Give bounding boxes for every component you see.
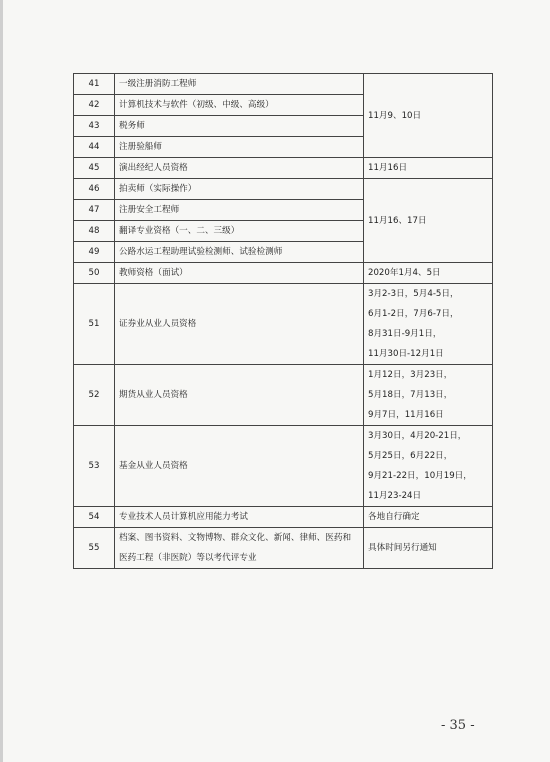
exam-date: 2020年1月4、5日 <box>364 263 493 284</box>
row-number: 44 <box>74 137 115 158</box>
row-number: 53 <box>74 426 115 507</box>
date-line: 11月23-24日 <box>368 491 422 501</box>
date-line: 1月12日，3月23日， <box>368 370 453 380</box>
page-edge <box>0 0 3 762</box>
exam-name-line: 医药工程（非医院）等以考代评专业 <box>119 553 257 563</box>
exam-name-line: 档案、图书资料、文物博物、群众文化、新闻、律师、医药和 <box>119 533 352 543</box>
exam-name: 期货从业人员资格 <box>115 365 364 426</box>
exam-date: 具体时间另行通知 <box>364 528 493 569</box>
row-number: 50 <box>74 263 115 284</box>
row-number: 52 <box>74 365 115 426</box>
row-number: 48 <box>74 221 115 242</box>
row-number: 43 <box>74 116 115 137</box>
exam-name: 基金从业人员资格 <box>115 426 364 507</box>
exam-name: 注册验船师 <box>115 137 364 158</box>
date-line: 8月31日-9月1日， <box>368 329 442 339</box>
table-row <box>74 263 493 284</box>
row-number: 45 <box>74 158 115 179</box>
exam-date <box>364 426 493 507</box>
exam-name: 证券业从业人员资格 <box>115 284 364 365</box>
exam-name: 专业技术人员计算机应用能力考试 <box>115 507 364 528</box>
date-line: 9月21-22日，10月19日， <box>368 471 472 481</box>
exam-date <box>364 365 493 426</box>
table-row <box>74 284 493 365</box>
row-number: 54 <box>74 507 115 528</box>
exam-name: 翻译专业资格（一、二、三级） <box>115 221 364 242</box>
exam-name: 演出经纪人员资格 <box>115 158 364 179</box>
exam-name: 公路水运工程助理试验检测师、试验检测师 <box>115 242 364 263</box>
table-row <box>74 365 493 426</box>
date-line: 9月7日，11月16日 <box>368 410 444 420</box>
exam-name: 教师资格（面试） <box>115 263 364 284</box>
row-number: 51 <box>74 284 115 365</box>
date-line: 11月30日-12月1日 <box>368 349 444 359</box>
table-row <box>74 158 493 179</box>
table-row <box>74 426 493 507</box>
exam-name: 税务师 <box>115 116 364 137</box>
exam-schedule-table <box>73 73 493 569</box>
table-row <box>74 507 493 528</box>
table-row <box>74 528 493 569</box>
row-number: 49 <box>74 242 115 263</box>
exam-name: 拍卖师（实际操作） <box>115 179 364 200</box>
row-number: 46 <box>74 179 115 200</box>
row-number: 41 <box>74 74 115 95</box>
date-line: 5月25日，6月22日， <box>368 451 453 461</box>
exam-date: 各地自行确定 <box>364 507 493 528</box>
date-line: 3月30日，4月20-21日， <box>368 431 467 441</box>
date-line: 6月1-2日，7月6-7日， <box>368 309 459 319</box>
row-number: 42 <box>74 95 115 116</box>
exam-name <box>115 528 364 569</box>
exam-name: 一级注册消防工程师 <box>115 74 364 95</box>
date-line: 5月18日，7月13日， <box>368 390 453 400</box>
exam-date: 11月16日 <box>364 158 493 179</box>
row-number: 47 <box>74 200 115 221</box>
exam-date: 11月9、10日 <box>364 74 493 158</box>
exam-date: 11月16、17日 <box>364 179 493 263</box>
date-line: 3月2-3日，5月4-5日， <box>368 289 459 299</box>
exam-name: 计算机技术与软件（初级、中级、高级） <box>115 95 364 116</box>
page-number: - 35 - <box>441 718 475 733</box>
table-row <box>74 179 493 200</box>
exam-date <box>364 284 493 365</box>
row-number: 55 <box>74 528 115 569</box>
exam-name: 注册安全工程师 <box>115 200 364 221</box>
table-row <box>74 74 493 95</box>
